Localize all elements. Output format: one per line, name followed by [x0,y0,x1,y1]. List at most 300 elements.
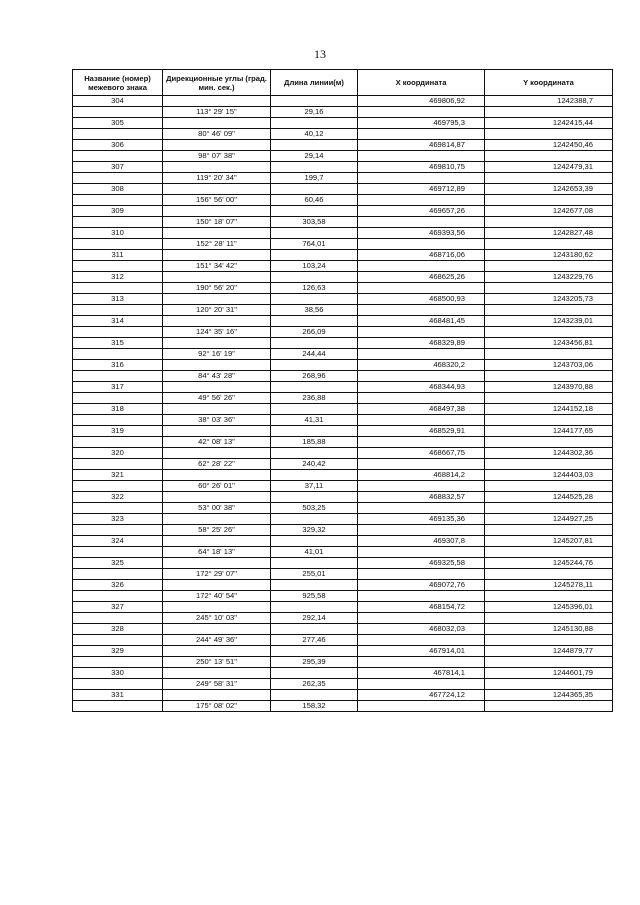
empty-cell [271,228,358,239]
line-length: 303,58 [271,217,358,228]
point-row [73,580,613,591]
empty-cell [73,327,163,338]
x-coordinate: 468667,75 [358,448,485,459]
line-length: 126,63 [271,283,358,294]
empty-cell [163,316,271,327]
empty-cell [358,679,485,690]
empty-cell [73,195,163,206]
point-name: 308 [73,184,163,195]
direction-angle: 58° 25' 26" [163,525,271,536]
boundary-coordinates-table [72,69,613,712]
empty-cell [358,107,485,118]
y-coordinate: 1244177,65 [485,426,613,437]
x-coordinate: 468625,26 [358,272,485,283]
segment-row [73,525,613,536]
y-coordinate: 1243456,81 [485,338,613,349]
x-coordinate: 468320,2 [358,360,485,371]
empty-cell [163,184,271,195]
empty-cell [163,206,271,217]
direction-angle: 172° 29' 07" [163,569,271,580]
segment-row [73,657,613,668]
line-length: 60,46 [271,195,358,206]
segment-row [73,679,613,690]
point-row [73,404,613,415]
empty-cell [73,217,163,228]
empty-cell [358,481,485,492]
empty-cell [271,558,358,569]
segment-row [73,701,613,712]
x-coordinate: 468481,45 [358,316,485,327]
line-length: 29,16 [271,107,358,118]
direction-angle: 42° 08' 13" [163,437,271,448]
empty-cell [358,591,485,602]
empty-cell [485,437,613,448]
header-x: X координата [358,70,485,96]
point-name: 306 [73,140,163,151]
empty-cell [271,668,358,679]
empty-cell [485,173,613,184]
x-coordinate: 469806,92 [358,96,485,107]
empty-cell [73,635,163,646]
direction-angle: 119° 20' 34" [163,173,271,184]
empty-cell [271,646,358,657]
direction-angle: 175° 08' 02" [163,701,271,712]
line-length: 329,32 [271,525,358,536]
x-coordinate: 468032,03 [358,624,485,635]
point-row [73,426,613,437]
empty-cell [485,261,613,272]
empty-cell [73,107,163,118]
direction-angle: 124° 35' 16" [163,327,271,338]
empty-cell [271,426,358,437]
segment-row [73,151,613,162]
empty-cell [358,569,485,580]
y-coordinate: 1245396,01 [485,602,613,613]
point-row [73,448,613,459]
line-length: 240,42 [271,459,358,470]
point-row [73,514,613,525]
empty-cell [73,657,163,668]
empty-cell [271,536,358,547]
empty-cell [163,294,271,305]
point-row [73,558,613,569]
line-length: 29,14 [271,151,358,162]
line-length: 41,31 [271,415,358,426]
x-coordinate: 468344,93 [358,382,485,393]
line-length: 236,88 [271,393,358,404]
empty-cell [163,96,271,107]
empty-cell [73,129,163,140]
point-name: 310 [73,228,163,239]
direction-angle: 98° 07' 38" [163,151,271,162]
empty-cell [485,283,613,294]
x-coordinate: 469810,75 [358,162,485,173]
point-row [73,690,613,701]
line-length: 503,25 [271,503,358,514]
point-row [73,250,613,261]
empty-cell [358,195,485,206]
empty-cell [485,679,613,690]
direction-angle: 190° 56' 20" [163,283,271,294]
segment-row [73,569,613,580]
empty-cell [163,404,271,415]
empty-cell [485,239,613,250]
direction-angle: 49° 56' 26" [163,393,271,404]
point-name: 309 [73,206,163,217]
empty-cell [73,459,163,470]
empty-cell [73,701,163,712]
empty-cell [358,327,485,338]
empty-cell [485,481,613,492]
x-coordinate: 468329,89 [358,338,485,349]
empty-cell [485,569,613,580]
point-row [73,316,613,327]
empty-cell [485,525,613,536]
line-length: 199,7 [271,173,358,184]
empty-cell [163,140,271,151]
empty-cell [358,525,485,536]
point-name: 312 [73,272,163,283]
point-row [73,646,613,657]
y-coordinate: 1242653,39 [485,184,613,195]
point-name: 317 [73,382,163,393]
segment-row [73,349,613,360]
x-coordinate: 468497,38 [358,404,485,415]
segment-row [73,459,613,470]
table-body [73,96,613,712]
line-length: 103,24 [271,261,358,272]
point-row [73,184,613,195]
y-coordinate: 1242677,08 [485,206,613,217]
empty-cell [271,580,358,591]
y-coordinate: 1245244,76 [485,558,613,569]
point-name: 319 [73,426,163,437]
empty-cell [73,591,163,602]
empty-cell [271,96,358,107]
y-coordinate: 1243239,01 [485,316,613,327]
table-header-row [73,70,613,96]
direction-angle: 172° 40' 54" [163,591,271,602]
empty-cell [485,613,613,624]
segment-row [73,503,613,514]
segment-row [73,591,613,602]
empty-cell [163,492,271,503]
empty-cell [163,118,271,129]
header-angle: Дирекционные углы (град. мин. сек.) [163,70,271,96]
segment-row [73,327,613,338]
empty-cell [358,305,485,316]
x-coordinate: 469795,3 [358,118,485,129]
empty-cell [358,261,485,272]
point-name: 328 [73,624,163,635]
line-length: 158,32 [271,701,358,712]
empty-cell [271,404,358,415]
segment-row [73,547,613,558]
line-length: 764,01 [271,239,358,250]
header-length: Длина линии(м) [271,70,358,96]
empty-cell [271,448,358,459]
empty-cell [271,690,358,701]
empty-cell [73,261,163,272]
empty-cell [358,173,485,184]
empty-cell [271,316,358,327]
segment-row [73,261,613,272]
empty-cell [271,206,358,217]
empty-cell [163,580,271,591]
empty-cell [73,349,163,360]
empty-cell [358,459,485,470]
line-length: 40,12 [271,129,358,140]
line-length: 185,88 [271,437,358,448]
empty-cell [163,448,271,459]
empty-cell [358,217,485,228]
empty-cell [358,151,485,162]
empty-cell [163,228,271,239]
x-coordinate: 467914,01 [358,646,485,657]
point-name: 330 [73,668,163,679]
empty-cell [163,162,271,173]
point-row [73,272,613,283]
y-coordinate: 1245130,88 [485,624,613,635]
empty-cell [358,129,485,140]
point-row [73,162,613,173]
empty-cell [485,349,613,360]
empty-cell [271,250,358,261]
direction-angle: 150° 18' 07" [163,217,271,228]
direction-angle: 113° 29' 15" [163,107,271,118]
direction-angle: 62° 28' 22" [163,459,271,470]
empty-cell [485,657,613,668]
segment-row [73,437,613,448]
y-coordinate: 1244879,77 [485,646,613,657]
line-length: 266,09 [271,327,358,338]
point-row [73,228,613,239]
point-name: 320 [73,448,163,459]
point-name: 326 [73,580,163,591]
x-coordinate: 469814,87 [358,140,485,151]
empty-cell [271,118,358,129]
direction-angle: 249° 58' 31" [163,679,271,690]
empty-cell [485,635,613,646]
empty-cell [485,547,613,558]
empty-cell [485,129,613,140]
empty-cell [73,503,163,514]
point-row [73,206,613,217]
x-coordinate: 469393,56 [358,228,485,239]
empty-cell [163,602,271,613]
segment-row [73,613,613,624]
empty-cell [485,371,613,382]
point-name: 316 [73,360,163,371]
y-coordinate: 1243970,88 [485,382,613,393]
empty-cell [73,239,163,250]
point-row [73,96,613,107]
y-coordinate: 1242450,46 [485,140,613,151]
direction-angle: 152° 28' 11" [163,239,271,250]
line-length: 37,11 [271,481,358,492]
point-row [73,624,613,635]
segment-row [73,371,613,382]
y-coordinate: 1245278,11 [485,580,613,591]
x-coordinate: 468716,06 [358,250,485,261]
segment-row [73,173,613,184]
empty-cell [271,382,358,393]
point-name: 321 [73,470,163,481]
point-name: 307 [73,162,163,173]
point-row [73,536,613,547]
y-coordinate: 1242827,48 [485,228,613,239]
y-coordinate: 1242388,7 [485,96,613,107]
empty-cell [358,547,485,558]
x-coordinate: 469072,76 [358,580,485,591]
direction-angle: 244° 49' 36" [163,635,271,646]
empty-cell [73,679,163,690]
y-coordinate: 1244403,03 [485,470,613,481]
point-name: 318 [73,404,163,415]
direction-angle: 60° 26' 01" [163,481,271,492]
x-coordinate: 468832,57 [358,492,485,503]
empty-cell [163,426,271,437]
point-row [73,602,613,613]
direction-angle: 151° 34' 42" [163,261,271,272]
x-coordinate: 468154,72 [358,602,485,613]
point-name: 313 [73,294,163,305]
segment-row [73,217,613,228]
x-coordinate: 467724,12 [358,690,485,701]
empty-cell [358,393,485,404]
empty-cell [163,558,271,569]
direction-angle: 250° 13' 51" [163,657,271,668]
y-coordinate: 1243229,76 [485,272,613,283]
empty-cell [358,437,485,448]
empty-cell [73,569,163,580]
point-row [73,492,613,503]
empty-cell [163,470,271,481]
empty-cell [271,514,358,525]
empty-cell [73,393,163,404]
line-length: 277,46 [271,635,358,646]
y-coordinate: 1243180,62 [485,250,613,261]
empty-cell [358,371,485,382]
empty-cell [358,415,485,426]
empty-cell [163,690,271,701]
segment-row [73,283,613,294]
direction-angle: 53° 00' 38" [163,503,271,514]
line-length: 38,56 [271,305,358,316]
empty-cell [271,470,358,481]
segment-row [73,239,613,250]
empty-cell [485,107,613,118]
empty-cell [271,162,358,173]
y-coordinate: 1242479,31 [485,162,613,173]
point-name: 304 [73,96,163,107]
point-row [73,294,613,305]
point-name: 323 [73,514,163,525]
empty-cell [163,514,271,525]
empty-cell [163,360,271,371]
empty-cell [73,283,163,294]
point-name: 325 [73,558,163,569]
segment-row [73,415,613,426]
empty-cell [73,613,163,624]
empty-cell [485,327,613,338]
segment-row [73,305,613,316]
empty-cell [163,646,271,657]
empty-cell [73,481,163,492]
x-coordinate: 469307,8 [358,536,485,547]
direction-angle: 84° 43' 28" [163,371,271,382]
x-coordinate: 468814,2 [358,470,485,481]
empty-cell [163,536,271,547]
empty-cell [271,492,358,503]
direction-angle: 92° 16' 19" [163,349,271,360]
x-coordinate: 469657,26 [358,206,485,217]
direction-angle: 80° 46' 09" [163,129,271,140]
segment-row [73,393,613,404]
empty-cell [358,657,485,668]
empty-cell [73,547,163,558]
empty-cell [485,591,613,602]
empty-cell [485,503,613,514]
empty-cell [163,338,271,349]
x-coordinate: 467814,1 [358,668,485,679]
y-coordinate: 1245207,81 [485,536,613,547]
empty-cell [271,294,358,305]
empty-cell [358,349,485,360]
empty-cell [73,305,163,316]
y-coordinate: 1244927,25 [485,514,613,525]
point-name: 314 [73,316,163,327]
x-coordinate: 469135,36 [358,514,485,525]
empty-cell [485,459,613,470]
direction-angle: 245° 10' 03" [163,613,271,624]
y-coordinate: 1244525,28 [485,492,613,503]
empty-cell [485,217,613,228]
empty-cell [163,250,271,261]
y-coordinate: 1244302,36 [485,448,613,459]
segment-row [73,129,613,140]
empty-cell [485,305,613,316]
empty-cell [358,701,485,712]
line-length: 255,01 [271,569,358,580]
point-row [73,470,613,481]
y-coordinate: 1243703,06 [485,360,613,371]
empty-cell [73,173,163,184]
direction-angle: 156° 56' 00" [163,195,271,206]
segment-row [73,481,613,492]
x-coordinate: 468529,91 [358,426,485,437]
empty-cell [485,195,613,206]
y-coordinate: 1244601,79 [485,668,613,679]
x-coordinate: 469712,89 [358,184,485,195]
direction-angle: 120° 20' 31" [163,305,271,316]
line-length: 292,14 [271,613,358,624]
x-coordinate: 468500,93 [358,294,485,305]
header-name: Название (номер) межевого знака [73,70,163,96]
empty-cell [271,360,358,371]
line-length: 268,96 [271,371,358,382]
line-length: 244,44 [271,349,358,360]
y-coordinate: 1244152,18 [485,404,613,415]
point-name: 327 [73,602,163,613]
empty-cell [271,184,358,195]
empty-cell [73,415,163,426]
empty-cell [485,415,613,426]
point-row [73,668,613,679]
empty-cell [271,272,358,283]
point-name: 322 [73,492,163,503]
empty-cell [163,272,271,283]
